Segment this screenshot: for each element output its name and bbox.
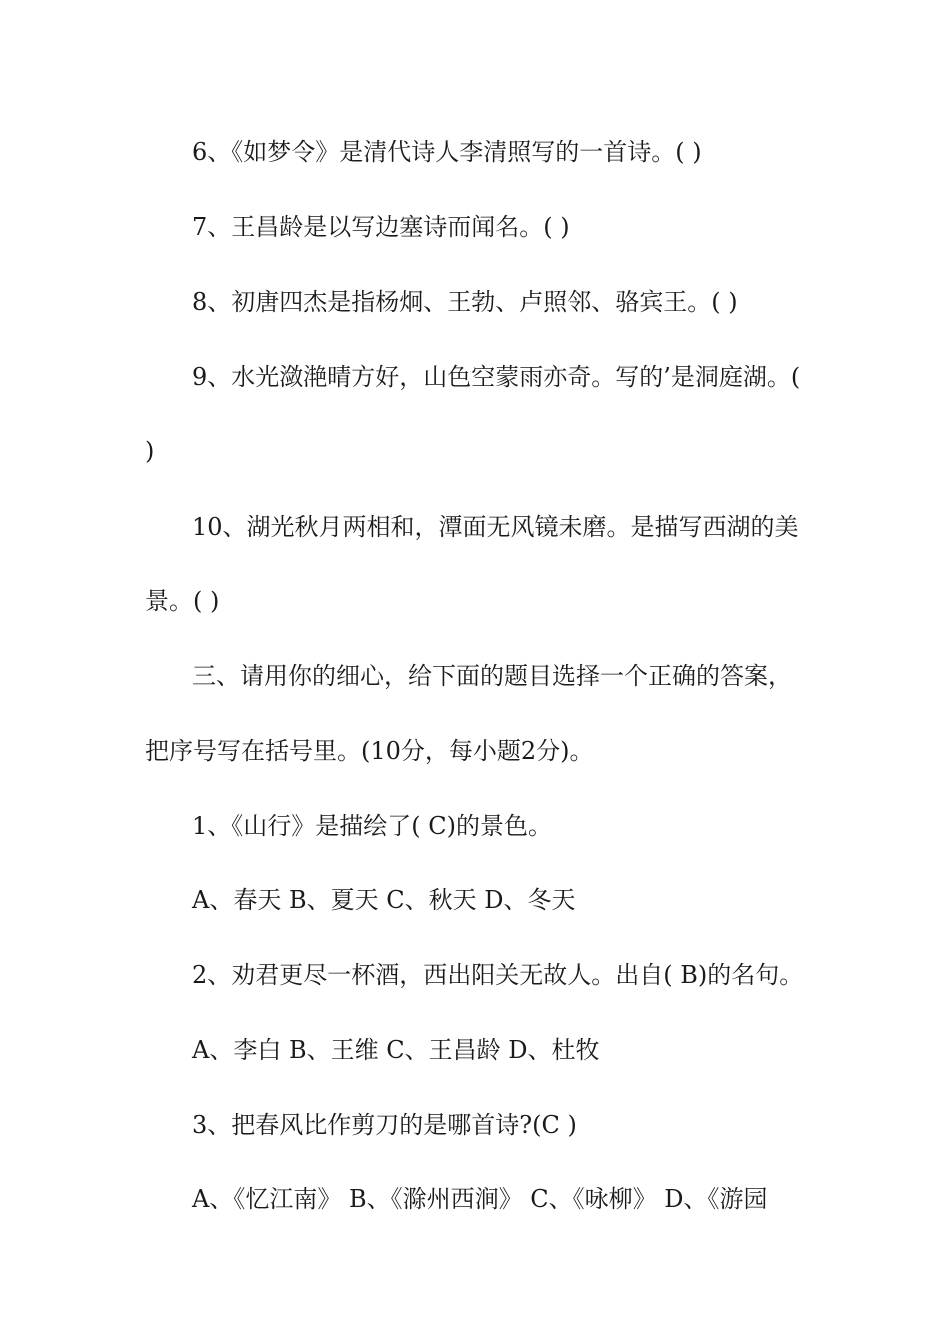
section-three-heading: 三、请用你的细心，给下面的题目选择一个正确的答案，: [192, 662, 792, 690]
true-false-question-6: 6、《如梦令》是清代诗人李清照写的一首诗。( ): [192, 138, 702, 166]
true-false-question-9: 9、水光潋滟晴方好，山色空蒙雨亦奇。写的’是洞庭湖。(: [192, 363, 801, 391]
true-false-question-7: 7、王昌龄是以写边塞诗而闻名。( ): [192, 213, 570, 241]
choice-question-3-options: A、《忆江南》 B、《滁州西涧》 C、《咏柳》 D、《游园: [192, 1185, 768, 1213]
choice-question-1: 1、《山行》是描绘了( C)的景色。: [192, 812, 552, 840]
section-three-heading-continued: 把序号写在括号里。(10分，每小题2分)。: [145, 737, 594, 765]
true-false-question-10-continued: 景。( ): [145, 587, 220, 615]
true-false-question-9-continued: ): [145, 437, 155, 465]
true-false-question-10: 10、湖光秋月两相和，潭面无风镜未磨。是描写西湖的美: [192, 513, 799, 541]
choice-question-2-options: A、李白 B、王维 C、王昌龄 D、杜牧: [192, 1036, 600, 1064]
choice-question-3: 3、把春风比作剪刀的是哪首诗?(C ): [192, 1111, 577, 1139]
choice-question-1-options: A、春天 B、夏天 C、秋天 D、冬天: [192, 886, 576, 914]
choice-question-2: 2、劝君更尽一杯酒，西出阳关无故人。出自( B)的名句。: [192, 961, 804, 989]
true-false-question-8: 8、初唐四杰是指杨炯、王勃、卢照邻、骆宾王。( ): [192, 288, 738, 316]
